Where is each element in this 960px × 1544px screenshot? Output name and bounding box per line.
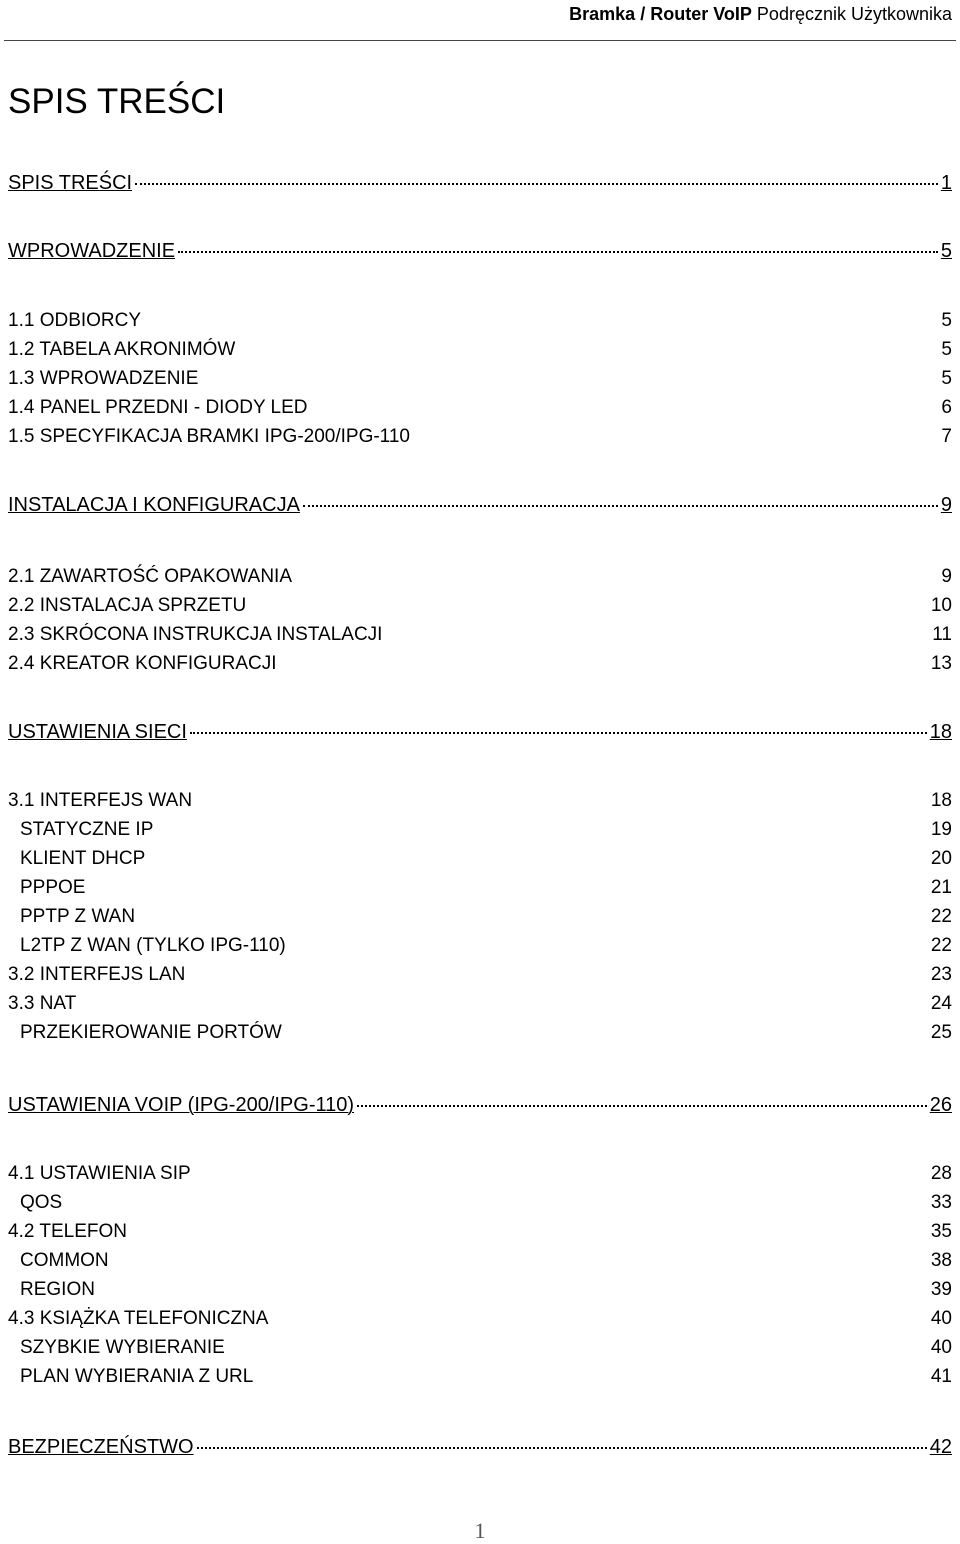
toc-entry-label: 2.4 KREATOR KONFIGURACJI <box>8 653 277 674</box>
toc-entry-label: REGION <box>20 1279 95 1300</box>
toc-section-entry[interactable] <box>8 566 952 588</box>
toc-entry-label: WPROWADZENIE <box>8 240 176 262</box>
header-subtitle: Podręcznik Użytkownika <box>756 4 952 24</box>
toc-entry-page: 9 <box>940 494 952 516</box>
toc-section-entry[interactable] <box>20 1337 952 1359</box>
toc-entry-label: INSTALACJA I KONFIGURACJA <box>8 494 300 516</box>
toc-dot-leader <box>135 182 938 185</box>
toc-entry-page: 5 <box>941 368 952 389</box>
toc-section-entry[interactable] <box>8 964 952 986</box>
toc-entry-label: USTAWIENIA SIECI <box>8 721 187 743</box>
toc-section-entry[interactable] <box>8 426 952 448</box>
header-separator: / <box>640 4 646 24</box>
toc-dot-leader <box>178 250 938 253</box>
toc-entry-label: 3.2 INTERFEJS LAN <box>8 964 186 985</box>
toc-section-entry[interactable] <box>8 310 952 332</box>
toc-entry-page: 26 <box>929 1094 952 1116</box>
toc-entry-page: 22 <box>930 935 952 956</box>
toc-entry-label: 4.3 KSIĄŻKA TELEFONICZNA <box>8 1308 269 1329</box>
toc-entry-page: 28 <box>930 1163 952 1184</box>
header-rule <box>4 40 956 41</box>
toc-dot-leader <box>357 1104 927 1107</box>
toc-section-entry[interactable] <box>8 1221 952 1243</box>
toc-entry-page: 18 <box>929 721 952 743</box>
toc-entry-label: 1.5 SPECYFIKACJA BRAMKI IPG-200/IPG-110 <box>8 426 410 447</box>
toc-chapter-entry[interactable] <box>8 721 952 744</box>
toc-section-entry[interactable] <box>8 1163 952 1185</box>
toc-entry-label: PLAN WYBIERANIA Z URL <box>20 1366 254 1387</box>
toc-chapter-entry[interactable] <box>8 1094 952 1117</box>
toc-chapter-entry[interactable] <box>8 240 952 263</box>
toc-section-entry[interactable] <box>20 848 952 870</box>
toc-entry-label: KLIENT DHCP <box>20 848 146 869</box>
toc-entry-label: L2TP Z WAN (TYLKO IPG-110) <box>20 935 286 956</box>
toc-section-entry[interactable] <box>8 993 952 1015</box>
toc-entry-page: 25 <box>930 1022 952 1043</box>
toc-entry-label: USTAWIENIA VOIP (IPG-200/IPG-110) <box>8 1094 355 1116</box>
toc-section-entry[interactable] <box>20 935 952 957</box>
toc-entry-label: 1.3 WPROWADZENIE <box>8 368 199 389</box>
running-header <box>569 4 952 25</box>
toc-dot-leader <box>197 1446 927 1449</box>
toc-entry-page: 35 <box>930 1221 952 1242</box>
toc-section-entry[interactable] <box>20 819 952 841</box>
toc-chapter-entry[interactable] <box>8 1436 952 1459</box>
toc-section-entry[interactable] <box>8 397 952 419</box>
toc-entry-page: 19 <box>930 819 952 840</box>
toc-entry-page: 11 <box>932 624 952 645</box>
toc-section-entry[interactable] <box>8 790 952 812</box>
page-title: SPIS TREŚCI <box>8 82 226 121</box>
toc-section-entry[interactable] <box>20 1022 952 1044</box>
toc-entry-label: 1.1 ODBIORCY <box>8 310 142 331</box>
toc-entry-label: PRZEKIEROWANIE PORTÓW <box>20 1022 282 1043</box>
header-word-bramka: Bramka <box>569 4 636 24</box>
toc-entry-page: 5 <box>941 339 952 360</box>
header-word-router: Router <box>650 4 709 24</box>
toc-section-entry[interactable] <box>8 368 952 390</box>
toc-section-entry[interactable] <box>20 1192 952 1214</box>
toc-entry-page: 24 <box>930 993 952 1014</box>
toc-entry-page: 38 <box>930 1250 952 1271</box>
toc-entry-page: 33 <box>930 1192 952 1213</box>
toc-section-entry[interactable] <box>8 624 952 646</box>
toc-entry-page: 6 <box>941 397 952 418</box>
toc-entry-label: 1.2 TABELA AKRONIMÓW <box>8 339 236 360</box>
toc-section-entry[interactable] <box>8 653 952 675</box>
toc-entry-label: COMMON <box>20 1250 109 1271</box>
toc-section-entry[interactable] <box>20 1279 952 1301</box>
toc-entry-label: 4.2 TELEFON <box>8 1221 127 1242</box>
toc-dot-leader <box>190 731 927 734</box>
toc-entry-page: 21 <box>930 877 952 898</box>
toc-section-entry[interactable] <box>20 906 952 928</box>
toc-section-entry[interactable] <box>20 1250 952 1272</box>
toc-entry-page: 10 <box>930 595 952 616</box>
header-word-voip: VoIP <box>713 4 752 24</box>
toc-section-entry[interactable] <box>20 877 952 899</box>
toc-entry-label: BEZPIECZEŃSTWO <box>8 1436 194 1458</box>
toc-entry-page: 40 <box>930 1337 952 1358</box>
toc-entry-label: STATYCZNE IP <box>20 819 154 840</box>
toc-entry-page: 39 <box>930 1279 952 1300</box>
toc-entry-page: 22 <box>930 906 952 927</box>
toc-entry-page: 7 <box>941 426 952 447</box>
toc-entry-page: 5 <box>941 310 952 331</box>
toc-entry-page: 41 <box>930 1366 952 1387</box>
toc-entry-label: SPIS TREŚCI <box>8 172 133 194</box>
toc-entry-label: PPTP Z WAN <box>20 906 136 927</box>
toc-entry-label: 2.2 INSTALACJA SPRZETU <box>8 595 247 616</box>
toc-entry-page: 18 <box>930 790 952 811</box>
toc-section-entry[interactable] <box>8 1308 952 1330</box>
toc-entry-label: 2.1 ZAWARTOŚĆ OPAKOWANIA <box>8 566 292 587</box>
toc-entry-page: 9 <box>941 566 952 587</box>
toc-entry-page: 1 <box>940 172 952 194</box>
toc-entry-label: 4.1 USTAWIENIA SIP <box>8 1163 191 1184</box>
toc-section-entry[interactable] <box>8 595 952 617</box>
toc-dot-leader <box>303 504 938 507</box>
toc-chapter-entry[interactable] <box>8 172 952 195</box>
toc-entry-label: QOS <box>20 1192 63 1213</box>
toc-entry-label: 3.1 INTERFEJS WAN <box>8 790 193 811</box>
toc-chapter-entry[interactable] <box>8 494 952 517</box>
toc-section-entry[interactable] <box>8 339 952 361</box>
toc-section-entry[interactable] <box>20 1366 952 1388</box>
toc-entry-label: 3.3 NAT <box>8 993 77 1014</box>
toc-entry-page: 5 <box>940 240 952 262</box>
toc-entry-label: 1.4 PANEL PRZEDNI - DIODY LED <box>8 397 308 418</box>
page-number: 1 <box>474 1518 486 1543</box>
toc-entry-page: 20 <box>930 848 952 869</box>
toc-entry-label: PPPOE <box>20 877 86 898</box>
toc-entry-page: 40 <box>930 1308 952 1329</box>
toc-entry-label: SZYBKIE WYBIERANIE <box>20 1337 225 1358</box>
toc-entry-page: 23 <box>930 964 952 985</box>
toc-entry-page: 13 <box>930 653 952 674</box>
toc-entry-label: 2.3 SKRÓCONA INSTRUKCJA INSTALACJI <box>8 624 383 645</box>
toc-entry-page: 42 <box>929 1436 952 1458</box>
